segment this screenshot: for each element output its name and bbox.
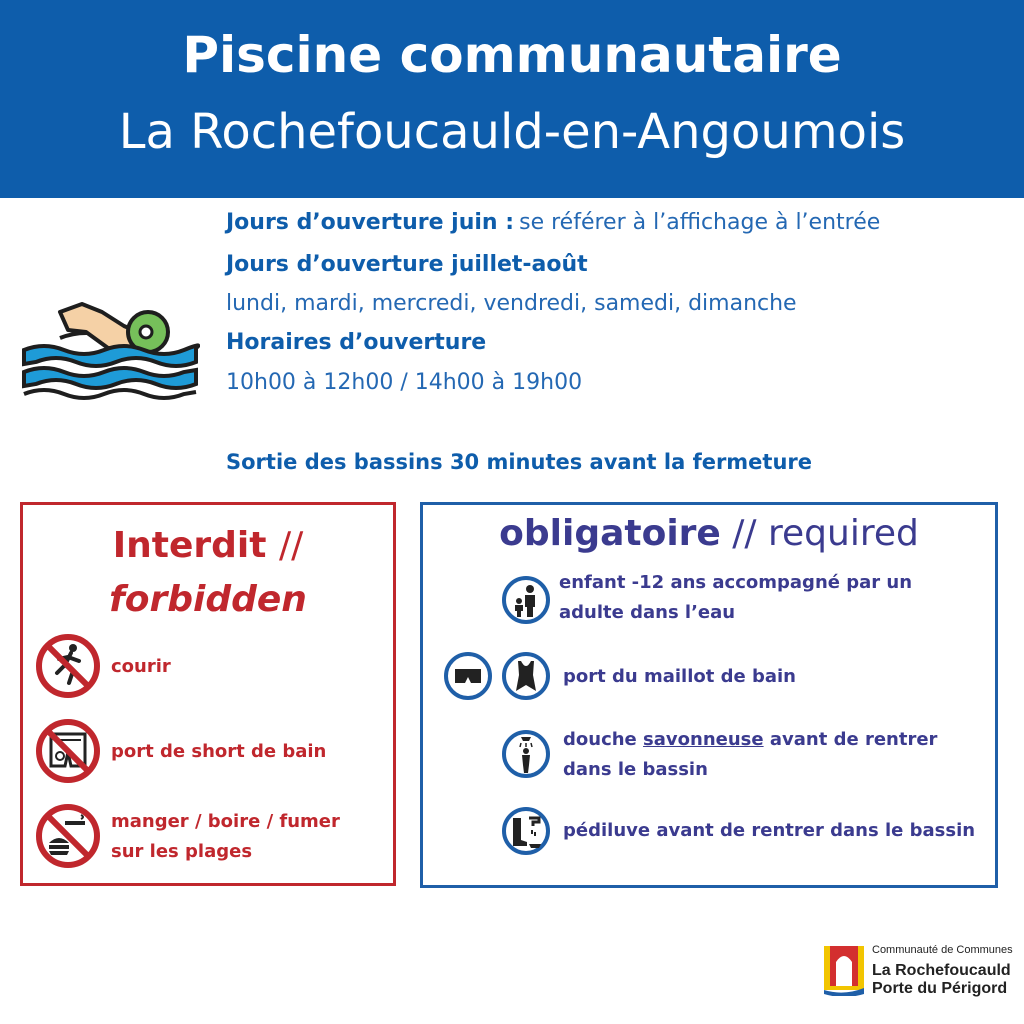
shower-label-underlined: savonneuse bbox=[643, 729, 764, 750]
required-item-shower-line1 bbox=[563, 725, 937, 755]
exit-notice: Sortie des bassins 30 minutes avant la fermeture bbox=[226, 450, 813, 474]
forbidden-item-running: courir bbox=[111, 656, 171, 677]
footbath-icon bbox=[501, 806, 551, 856]
forbidden-separator: // bbox=[279, 525, 304, 566]
page-subtitle: La Rochefoucauld-en-Angoumois bbox=[118, 104, 906, 160]
forbidden-title-fr: Interdit bbox=[112, 525, 267, 566]
hours-value: 10h00 à 12h00 / 14h00 à 19h00 bbox=[226, 370, 583, 395]
required-title-en: required bbox=[768, 513, 919, 554]
required-item-child bbox=[559, 568, 912, 628]
swim-trunks-icon bbox=[443, 651, 493, 701]
logo-line2: Porte du Périgord bbox=[872, 980, 1008, 997]
header-banner bbox=[0, 0, 1024, 198]
required-item-swimsuit: port du maillot de bain bbox=[563, 666, 796, 687]
june-value: se référer à l’affichage à l’entrée bbox=[519, 210, 881, 235]
required-item-child-line1: enfant -12 ans accompagné par un bbox=[559, 572, 913, 593]
community-logo bbox=[822, 940, 1012, 1000]
swimsuit-icon bbox=[501, 651, 551, 701]
forbidden-title bbox=[23, 525, 393, 566]
forbidden-panel bbox=[20, 502, 396, 886]
shower-icon bbox=[501, 729, 551, 779]
forbidden-item-food bbox=[111, 807, 340, 867]
page-title: Piscine communautaire bbox=[182, 26, 842, 84]
forbidden-item-food-line2: sur les plages bbox=[111, 841, 253, 862]
required-panel bbox=[420, 502, 998, 888]
adult-child-icon bbox=[501, 575, 551, 625]
logo-line1: La Rochefoucauld bbox=[872, 962, 1011, 979]
required-title-fr: obligatoire bbox=[499, 513, 721, 554]
hours-label: Horaires d’ouverture bbox=[226, 330, 487, 355]
required-title bbox=[423, 513, 995, 554]
required-item-shower bbox=[563, 725, 937, 785]
no-food-smoking-icon bbox=[35, 803, 101, 869]
summer-days: lundi, mardi, mercredi, vendredi, samedi, dimanche bbox=[226, 291, 797, 316]
no-running-icon bbox=[35, 633, 101, 699]
no-swim-shorts-icon bbox=[35, 718, 101, 784]
june-label: Jours d’ouverture juin : bbox=[226, 210, 515, 235]
summer-label: Jours d’ouverture juillet-août bbox=[226, 252, 588, 277]
forbidden-item-shorts: port de short de bain bbox=[111, 741, 327, 762]
required-item-footbath: pédiluve avant de rentrer dans le bassin bbox=[563, 820, 976, 841]
required-item-child-line2: adulte dans l’eau bbox=[559, 602, 736, 623]
logo-small-text: Communauté de Communes bbox=[872, 944, 1013, 956]
required-separator: // bbox=[732, 513, 757, 554]
shower-label-pre: douche bbox=[563, 729, 637, 750]
required-item-shower-line2: dans le bassin bbox=[563, 759, 708, 780]
swimmer-icon bbox=[20, 290, 200, 410]
forbidden-title-en: forbidden bbox=[109, 579, 307, 620]
forbidden-item-food-line1: manger / boire / fumer bbox=[111, 811, 340, 832]
logo-emblem-icon bbox=[822, 944, 866, 996]
shower-label-post: avant de rentrer bbox=[769, 729, 938, 750]
